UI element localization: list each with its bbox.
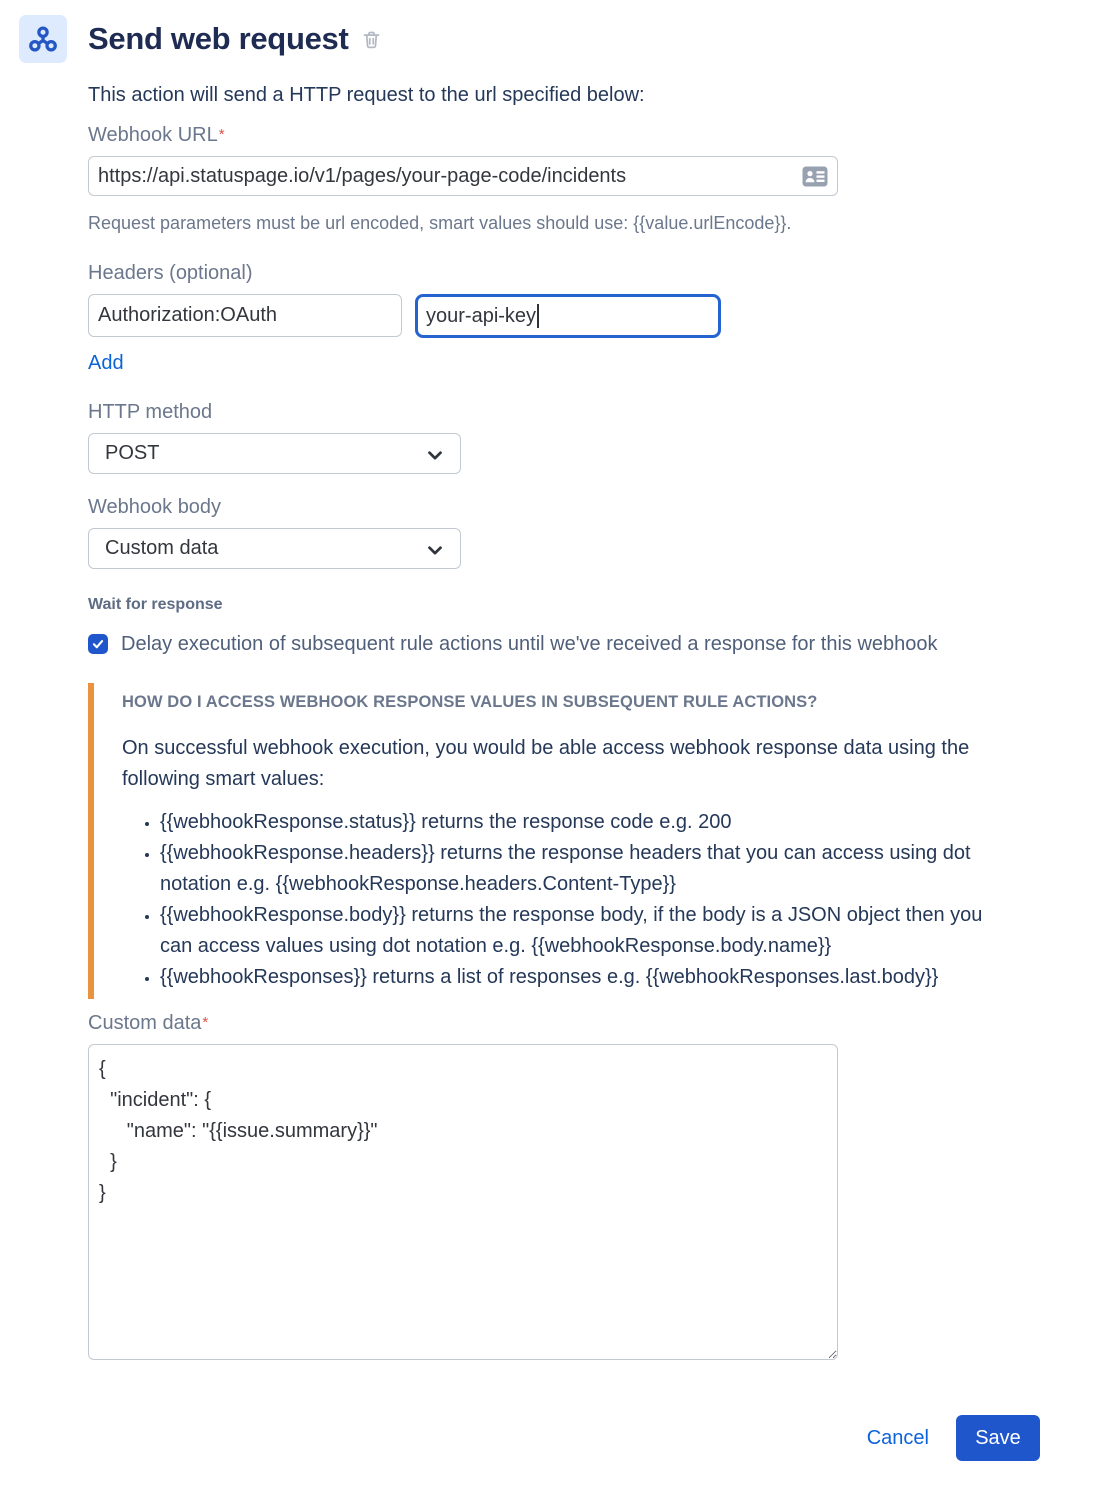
custom-data-textarea[interactable]	[88, 1044, 838, 1360]
header-row	[88, 294, 1040, 338]
webhook-response-info-panel	[88, 683, 1040, 999]
info-panel-intro: On successful webhook execution, you would be able access webhook response data using the following smart values:	[122, 737, 970, 790]
smart-values-list	[122, 807, 1040, 993]
contact-card-icon[interactable]	[800, 164, 830, 188]
add-header-link[interactable]: Add	[88, 352, 124, 374]
form-content	[88, 80, 1040, 1461]
info-panel-heading: HOW DO I ACCESS WEBHOOK RESPONSE VALUES IN SUBSEQUENT RULE ACTIONS?	[122, 693, 818, 711]
headers-label: Headers (optional)	[88, 262, 253, 284]
text-cursor	[537, 304, 539, 328]
list-item: • {{webhookResponse.body}} returns the response body, if the body is a JSON object then you can access values using dot notation e.g. {{webhookResponse.body.name}}	[160, 900, 1020, 962]
trash-icon[interactable]	[361, 29, 382, 50]
required-asterisk: *	[218, 126, 225, 143]
webhook-url-label: Webhook URL*	[88, 124, 225, 146]
header-value-input[interactable]: your-api-key	[415, 294, 721, 338]
header-key-input[interactable]	[88, 294, 402, 337]
http-method-label: HTTP method	[88, 401, 213, 423]
webhook-url-field	[88, 156, 838, 196]
delay-execution-label: Delay execution of subsequent rule actions until we've received a response for this webhook	[121, 633, 938, 655]
action-description: This action will send a HTTP request to the url specified below:	[88, 84, 645, 106]
http-method-select[interactable]: POST	[88, 433, 461, 474]
save-button[interactable]: Save	[956, 1415, 1040, 1461]
delay-execution-row	[88, 629, 1040, 660]
list-item: • {{webhookResponse.status}} returns the response code e.g. 200	[160, 807, 1020, 838]
webhook-url-helper: Request parameters must be url encoded, smart values should use: {{value.urlEncode}}.	[88, 213, 792, 233]
footer-actions	[88, 1415, 1040, 1461]
webhook-body-select[interactable]: Custom data	[88, 528, 461, 569]
webhook-body-label: Webhook body	[88, 496, 222, 518]
delay-execution-checkbox[interactable]	[88, 634, 108, 654]
webhook-icon	[19, 15, 67, 63]
list-item: • {{webhookResponses}} returns a list of responses e.g. {{webhookResponses.last.body}}	[160, 962, 1020, 993]
webhook-url-input[interactable]	[88, 156, 838, 196]
page-title: Send web request	[88, 21, 349, 56]
list-item: • {{webhookResponse.headers}} returns the response headers that you can access using dot notation e.g. {{webhookResponse.headers.Content-Type}}	[160, 838, 1020, 900]
cancel-button[interactable]: Cancel	[866, 1426, 929, 1449]
custom-data-label: Custom data*	[88, 1012, 209, 1034]
required-asterisk: *	[202, 1014, 209, 1031]
chevron-down-icon	[424, 444, 446, 472]
panel-header	[19, 15, 382, 63]
wait-for-response-label: Wait for response	[88, 596, 223, 613]
chevron-down-icon	[424, 539, 446, 567]
